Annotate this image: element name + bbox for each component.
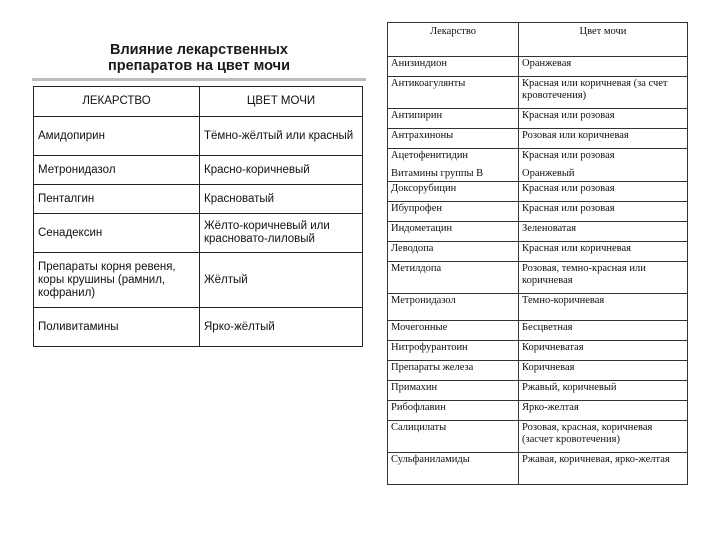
drug-cell: Метронидазол bbox=[388, 294, 519, 321]
color-cell: Розовая или коричневая bbox=[519, 129, 688, 149]
table-row bbox=[388, 401, 688, 421]
table-row bbox=[388, 109, 688, 129]
color-cell: Красная или коричневая bbox=[519, 242, 688, 262]
drug-line: Ацетофенитидин bbox=[391, 150, 469, 161]
table-row bbox=[388, 262, 688, 294]
table-row bbox=[388, 381, 688, 401]
header-urine-color: ЦВЕТ МОЧИ bbox=[200, 87, 363, 117]
table-row bbox=[388, 361, 688, 381]
table-header-row bbox=[388, 23, 688, 57]
drug-cell: Метронидазол bbox=[34, 156, 200, 185]
drug-cell: Антикоагулянты bbox=[388, 77, 519, 109]
color-cell: Ржавый, коричневый bbox=[519, 381, 688, 401]
color-cell: Красная или розовая bbox=[519, 182, 688, 202]
color-cell: Красноватый bbox=[200, 185, 363, 214]
header-urine-color: Цвет мочи bbox=[519, 23, 688, 57]
table-row bbox=[388, 57, 688, 77]
left-table-title bbox=[34, 42, 364, 74]
drug-cell: Антипирин bbox=[388, 109, 519, 129]
color-cell: Жёлто-коричневый или красновато-лиловый bbox=[200, 214, 363, 253]
drug-cell: Сульфаниламиды bbox=[388, 453, 519, 485]
drug-cell: Индометацин bbox=[388, 222, 519, 242]
color-cell: Темно-коричневая bbox=[519, 294, 688, 321]
table-row bbox=[388, 182, 688, 202]
drug-cell: Препараты железа bbox=[388, 361, 519, 381]
color-cell: Ржавая, коричневая, ярко-желтая bbox=[519, 453, 688, 485]
color-cell: Розовая, красная, коричневая (засчет кровотечения) bbox=[519, 421, 688, 453]
table-row bbox=[388, 222, 688, 242]
color-cell: Ярко-жёлтый bbox=[200, 308, 363, 347]
table-row bbox=[388, 294, 688, 321]
drug-cell: Мочегонные bbox=[388, 321, 519, 341]
table-row bbox=[388, 149, 688, 182]
table-row bbox=[388, 453, 688, 485]
color-cell: Ярко-желтая bbox=[519, 401, 688, 421]
title-line-1: Влияние лекарственных bbox=[109, 42, 288, 58]
color-cell: Бесцветная bbox=[519, 321, 688, 341]
table-row bbox=[34, 253, 363, 308]
drug-cell: Рибофлавин bbox=[388, 401, 519, 421]
color-cell: Оранжевая bbox=[519, 57, 688, 77]
table-row bbox=[388, 202, 688, 222]
table-row bbox=[388, 242, 688, 262]
table-row bbox=[388, 77, 688, 109]
table-row bbox=[388, 341, 688, 361]
color-cell: Красная или розовая bbox=[519, 202, 688, 222]
drug-cell: Антрахиноны bbox=[388, 129, 519, 149]
color-cell: Коричневая bbox=[519, 361, 688, 381]
table-row bbox=[388, 421, 688, 453]
header-drug: ЛЕКАРСТВО bbox=[34, 87, 200, 117]
color-cell: Красная или коричневая (за счет кровотечения) bbox=[519, 77, 688, 109]
drug-cell: Метилдопа bbox=[388, 262, 519, 294]
color-cell: Красно-коричневый bbox=[200, 156, 363, 185]
drug-cell: Анизиндион bbox=[388, 57, 519, 77]
right-drug-table bbox=[387, 22, 688, 485]
drug-cell: Леводопа bbox=[388, 242, 519, 262]
drug-cell: Препараты корня ревеня, коры крушины (рамнил, кофранил) bbox=[34, 253, 200, 308]
color-line: Красная или розовая bbox=[522, 150, 615, 161]
drug-cell: Пенталгин bbox=[34, 185, 200, 214]
table-row bbox=[34, 117, 363, 156]
color-cell: Розовая, темно-красная или коричневая bbox=[519, 262, 688, 294]
table-row bbox=[34, 214, 363, 253]
color-cell: Красная или розовая bbox=[519, 109, 688, 129]
title-line-2: препаратов на цвет мочи bbox=[108, 58, 290, 74]
title-underline bbox=[32, 78, 366, 81]
drug-cell: Салицилаты bbox=[388, 421, 519, 453]
drug-cell bbox=[388, 149, 519, 182]
color-cell: Тёмно-жёлтый или красный bbox=[200, 117, 363, 156]
table-row bbox=[388, 129, 688, 149]
color-cell: Коричневатая bbox=[519, 341, 688, 361]
table-row bbox=[34, 156, 363, 185]
drug-cell: Амидопирин bbox=[34, 117, 200, 156]
color-cell bbox=[519, 149, 688, 182]
table-header-row bbox=[34, 87, 363, 117]
color-cell: Зеленоватая bbox=[519, 222, 688, 242]
drug-cell: Доксорубицин bbox=[388, 182, 519, 202]
table-row bbox=[34, 185, 363, 214]
drug-cell: Нитрофурантоин bbox=[388, 341, 519, 361]
color-cell: Жёлтый bbox=[200, 253, 363, 308]
table-row bbox=[34, 308, 363, 347]
left-drug-table bbox=[33, 86, 363, 347]
color-line: Оранжевый bbox=[522, 168, 575, 179]
header-drug: Лекарство bbox=[388, 23, 519, 57]
drug-cell: Сенадексин bbox=[34, 214, 200, 253]
drug-cell: Ибупрофен bbox=[388, 202, 519, 222]
drug-line: Витамины группы В bbox=[391, 168, 484, 179]
drug-cell: Поливитамины bbox=[34, 308, 200, 347]
table-row bbox=[388, 321, 688, 341]
drug-cell: Примахин bbox=[388, 381, 519, 401]
